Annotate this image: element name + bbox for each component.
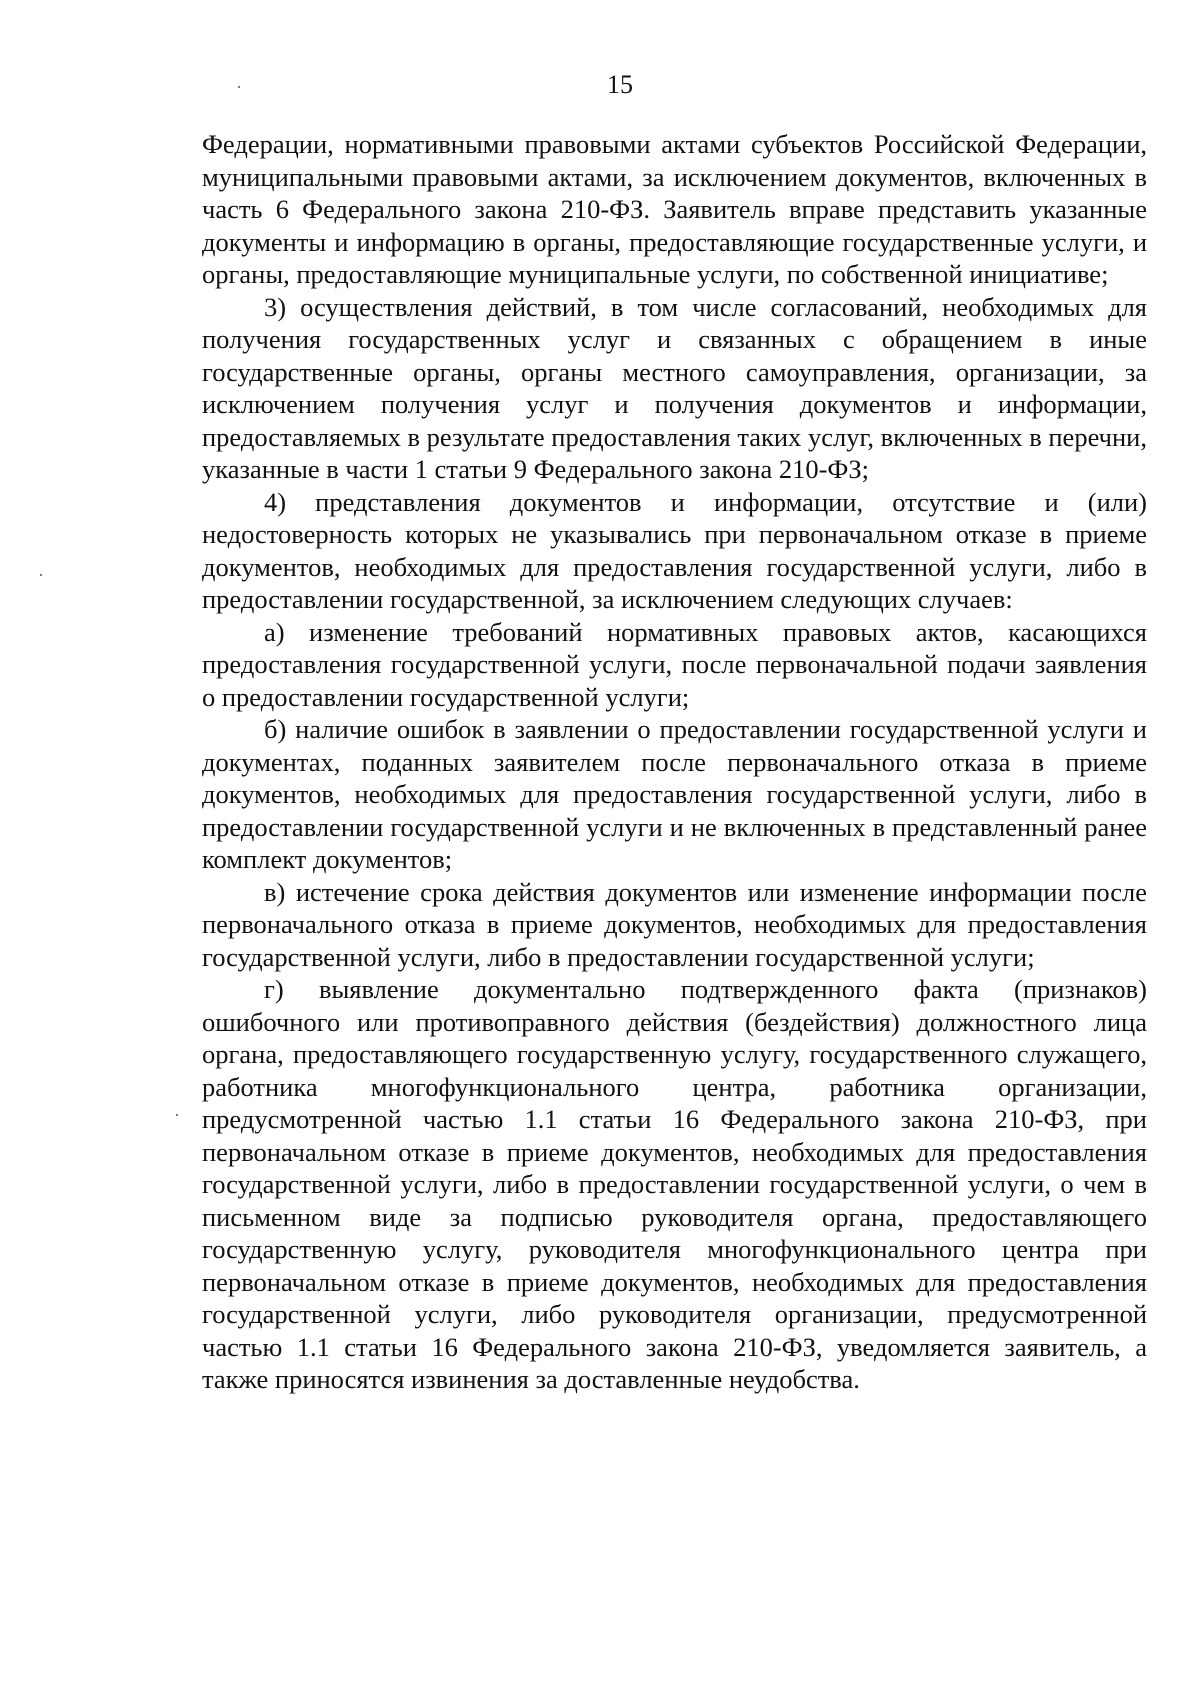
paragraph-item-a: а) изменение требований нормативных правовых актов, касающихся предоставления государственной услуги, после первоначальной подачи заявления о предоставлении государственной услуги; [202,616,1147,712]
paragraph-item-g: г) выявление документально подтвержденного факта (признаков) ошибочного или противоправного действия (бездействия) должностного лица органа, предоставляющего государственную услугу, государственного служащего, работника многофункционального центра, работника организации, предусмотренной частью 1.1 статьи 16 Федерального закона 210-ФЗ, при первоначальном отказе в приеме документов, необходимых для предоставления государственной услуги, либо в предоставлении государственной услуги, о чем в письменном виде за подписью руководителя органа, предоставляющего государственную услугу, руководителя многофункционального центра при первоначальном отказе в приеме документов, необходимых для предоставления государственной услуги, либо руководителя организации, предусмотренной частью 1.1 статьи 16 Федерального закона 210-ФЗ, уведомляется заявитель, а также приносятся извинения за доставленные неудобства. [202,974,1147,1394]
paragraph-item-3: 3) осуществления действий, в том числе согласований, необходимых для получения государственных услуг и связанных с обращением в иные государственные органы, органы местного самоуправления, организации, за исключением получения услуг и получения документов и информации, предоставляемых в результате предоставления таких услуг, включенных в перечни, указанные в части 1 статьи 9 Федерального закона 210-ФЗ; [202,291,1147,484]
scan-speck [40,574,42,576]
scan-speck [176,1114,178,1116]
paragraph-item-v: в) истечение срока действия документов или изменение информации после первоначального отказа в приеме документов, необходимых для предоставления государственной услуги, либо в предоставлении государственной услуги; [202,876,1147,972]
scan-speck [238,86,240,88]
paragraph-continuation: Федерации, нормативными правовыми актами субъектов Российской Федерации, муниципальными правовыми актами, за исключением документов, включенных в часть 6 Федерального закона 210-ФЗ. Заявитель вправе представить указанные документы и информацию в органы, предоставляющие государственные услуги, и органы, предоставляющие муниципальные услуги, по собственной инициативе; [202,129,1147,289]
page-number: 15 [607,70,633,99]
document-body [202,128,1147,1396]
paragraph-item-4: 4) представления документов и информации, отсутствие и (или) недостоверность которых не указывались при первоначальном отказе в приеме документов, необходимых для предоставления государственной услуги, либо в предоставлении государственной, за исключением следующих случаев: [202,486,1147,614]
paragraph-item-b: б) наличие ошибок в заявлении о предоставлении государственной услуги и документах, поданных заявителем после первоначального отказа в приеме документов, необходимых для предоставления государственной услуги, либо в предоставлении государственной услуги и не включенных в представленный ранее комплект документов; [202,714,1147,874]
